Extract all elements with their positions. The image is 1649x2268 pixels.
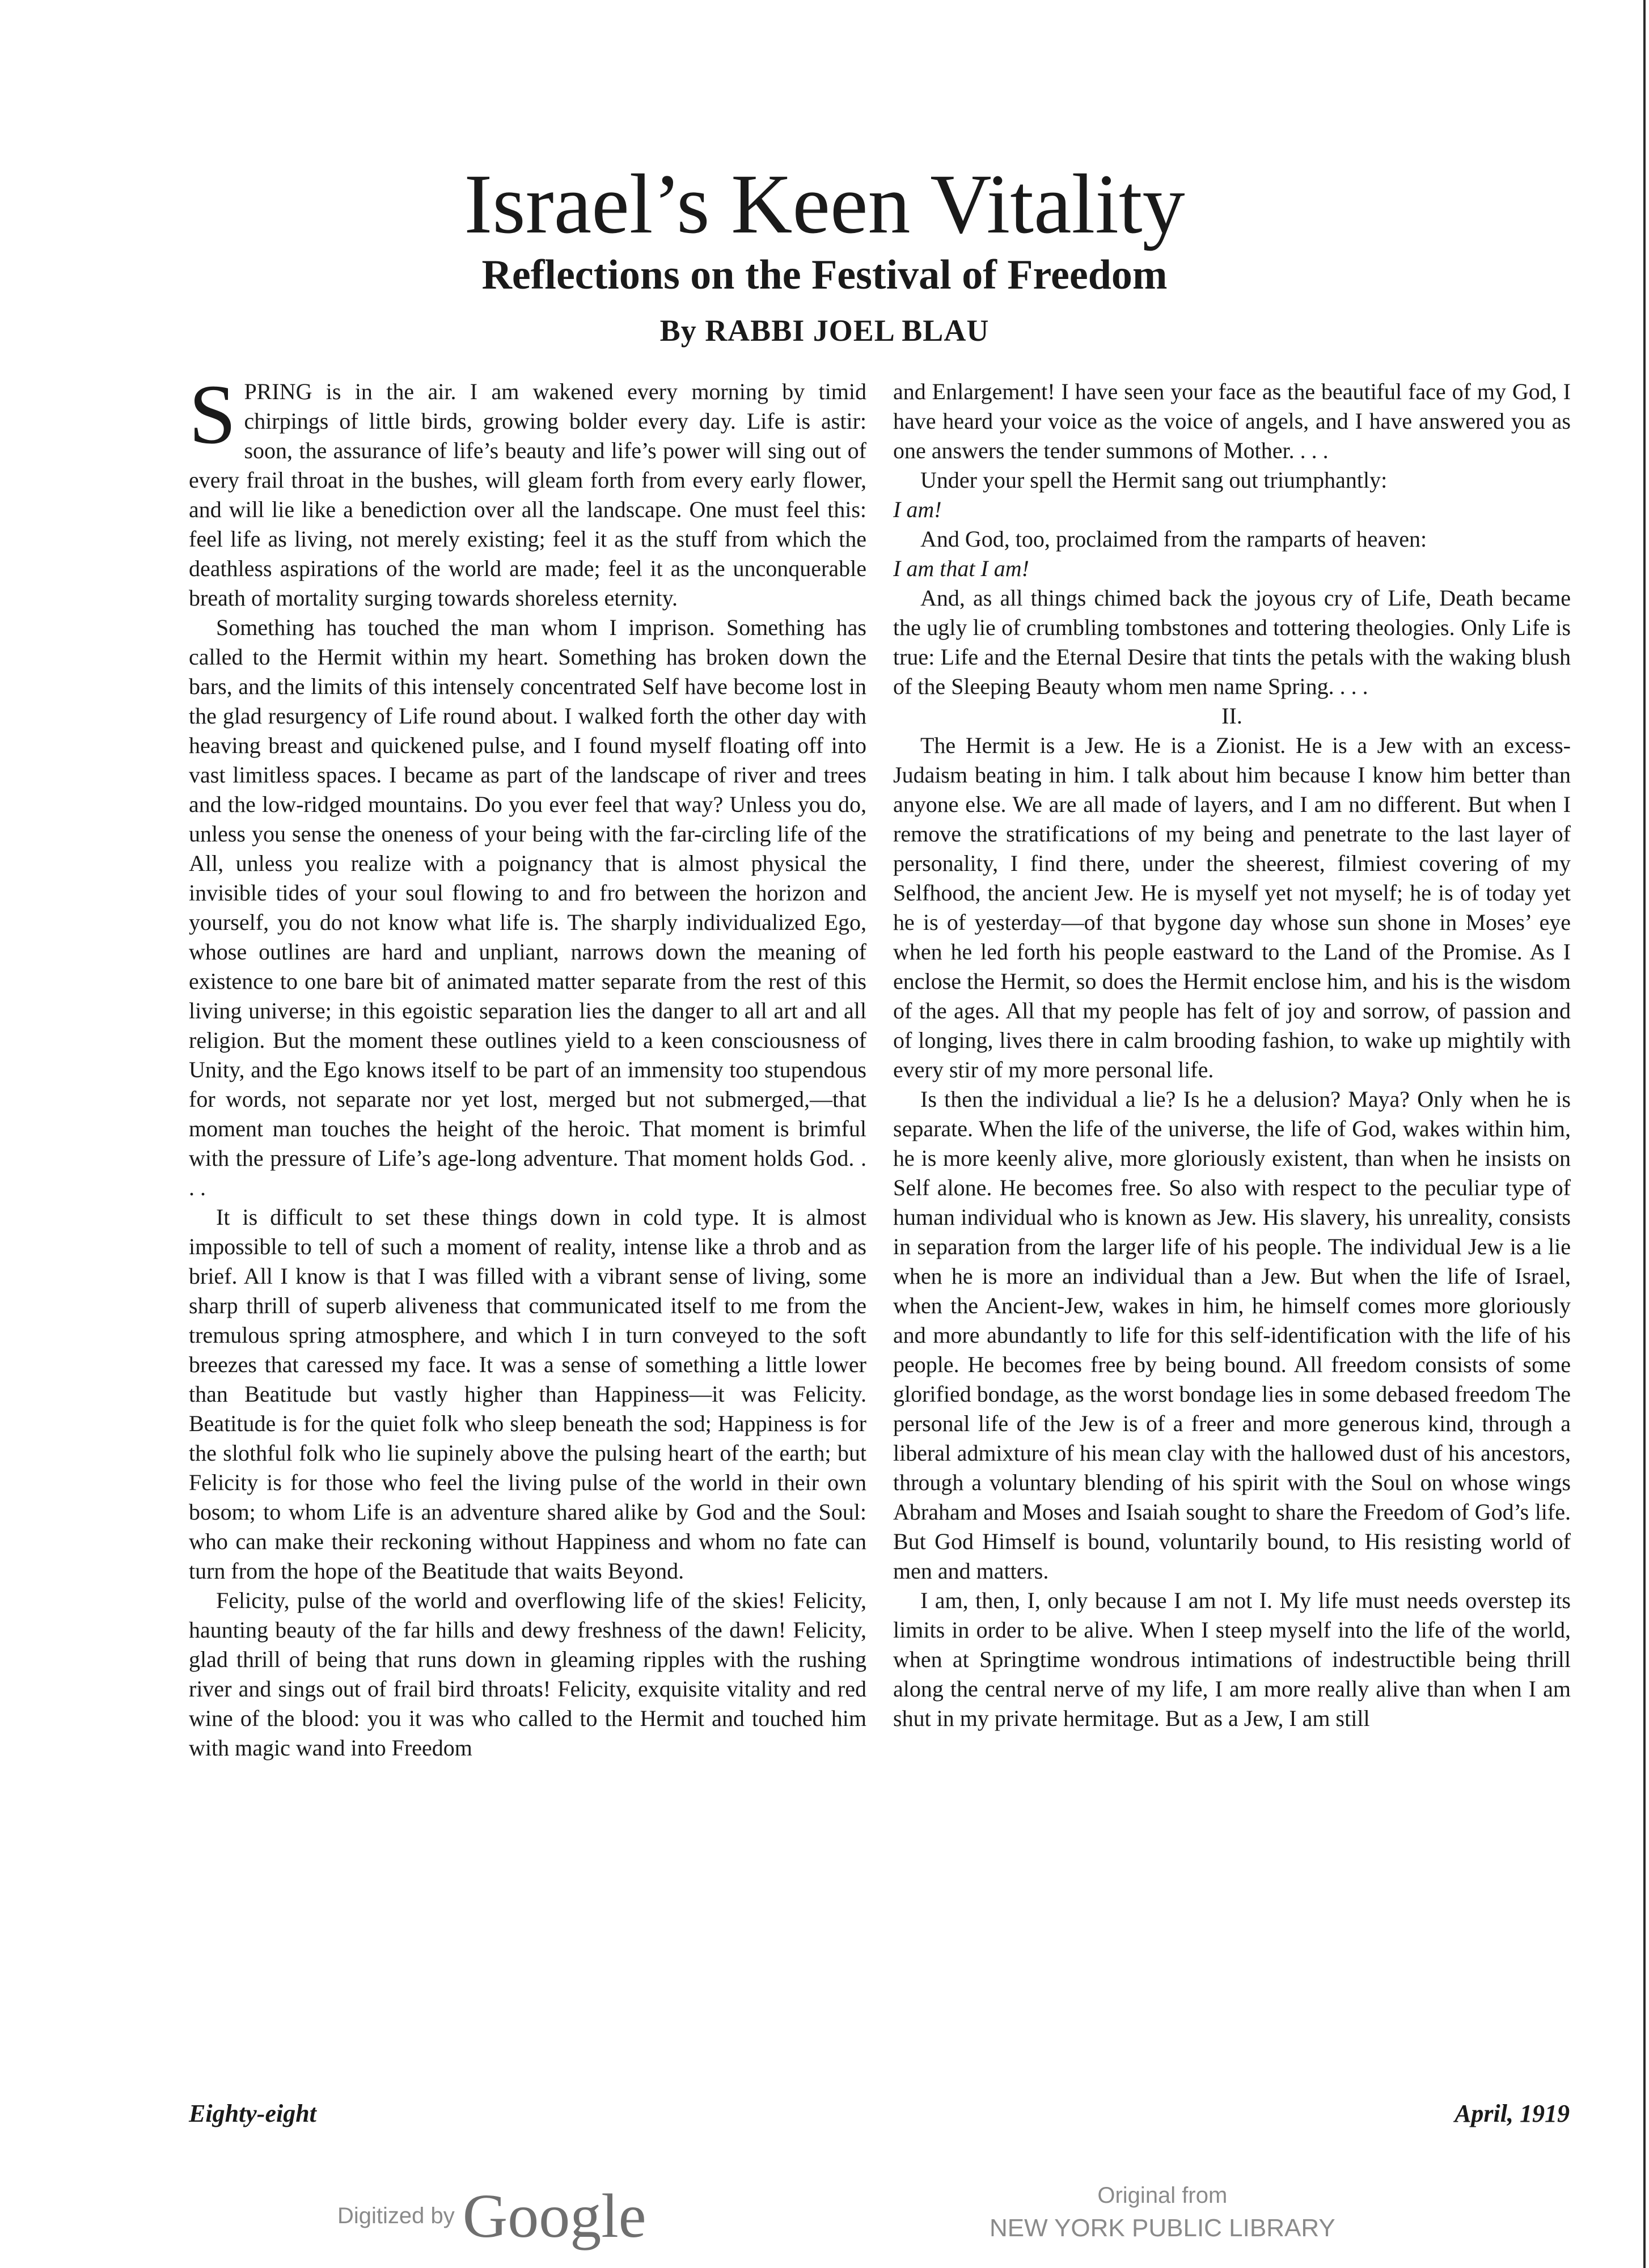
- paragraph: [189, 377, 866, 613]
- issue-date: April, 1919: [1454, 2100, 1570, 2127]
- drop-cap: S: [189, 377, 236, 462]
- paragraph: And, as all things chimed back the joyous cry of Life, Death became the ugly lie of crumbling tombstones and tottering theologies. Only Life is true: Life and the Eternal Desire that tints the petals with the waking blush of the Sleeping Beauty whom men name Spring. . . .: [893, 585, 1571, 699]
- italic-line: I am!: [893, 497, 942, 522]
- original-from-watermark: [990, 2183, 1335, 2242]
- library-name: NEW YORK PUBLIC LIBRARY: [990, 2214, 1335, 2242]
- paragraph: Under your spell the Hermit sang out triumphantly:: [920, 467, 1388, 493]
- digitized-by-watermark: [337, 2180, 646, 2252]
- italic-line: I am that I am!: [893, 556, 1029, 581]
- section-number: II.: [1221, 703, 1242, 729]
- digitized-by-text: Digitized by: [337, 2203, 455, 2228]
- article-title: Israel’s Keen Vitality: [464, 157, 1185, 251]
- right-column: [893, 377, 1571, 2075]
- google-logo: Google: [462, 2181, 646, 2250]
- paragraph: Felicity, pulse of the world and overflowing life of the skies! Felicity, haunting beauty of the far hills and dewy freshness of the dawn! Felicity, glad thrill of being that runs down in gleaming ripples with the rushing river and sings out of frail bird throats! Felicity, exquisite vitality and red wine of the blood: you it was who called to the Hermit and touched him with magic wand into Freedom: [189, 1588, 866, 1761]
- paragraph: It is difficult to set these things down in cold type. It is almost impossible to tell of such a moment of reality, intense like a throb and as brief. All I know is that I was filled with a vibrant sense of living, some sharp thrill of superb aliveness that communicated itself to me from the tremulous spring atmosphere, and which I in turn conveyed to the soft breezes that caressed my face. It was a sense of something a little lower than Beatitude but vastly higher than Happiness—it was Felicity. Beatitude is for the quiet folk who sleep beneath the sod; Happiness is for the slothful folk who lie supinely above the pulsing heart of the earth; but Felicity is for those who feel the living pulse of the world in their own bosom; to whom Life is an adventure shared alike by God and the Soul: who can make their reckoning without Happiness and whom no fate can turn from the hope of the Beatitude that waits Beyond.: [189, 1204, 866, 1584]
- paragraph: And God, too, proclaimed from the ramparts of heaven:: [920, 526, 1427, 552]
- paragraph: Is then the individual a lie? Is he a delusion? Maya? Only when he is separate. When the life of the universe, the life of God, wakes within him, he is more keenly alive, more gloriously existent, than when he insists on Self alone. He becomes free. So also with respect to the peculiar type of human individual who is known as Jew. His slavery, his unreality, consists in separation from the larger life of his people. The individual Jew is a lie when he is more an individual than a Jew. But when the life of Israel, when the Ancient-Jew, wakes in him, he himself comes more gloriously and more abundantly to life for this self-identification with the life of his people. He becomes free by being bound. All freedom consists of some glorified bondage, as the worst bondage lies in some debased freedom The personal life of the Jew is of a freer and more generous kind, through a liberal admixture of his mean clay with the hallowed dust of his ancestors, through a voluntary blending of his spirit with the Soul on whose wings Abraham and Moses and Isaiah sought to share the Freedom of God’s life. But God Himself is bound, voluntarily bound, to His resisting world of men and matters.: [893, 1086, 1571, 1584]
- paragraph: and Enlargement! I have seen your face as the beautiful face of my God, I have heard your voice as the voice of angels, and I have answered you as one answers the tender summons of Mother. . . .: [893, 379, 1571, 463]
- article-subtitle: Reflections on the Festival of Freedom: [481, 252, 1168, 298]
- paragraph: Something has touched the man whom I imprison. Something has called to the Hermit within my heart. Something has broken down the bars, and the limits of this intensely concentrated Self have become lost in the glad resurgency of Life round about. I walked forth the other day with heaving breast and quickened pulse, and I found myself floating off into vast limitless spaces. I became as part of the landscape of river and trees and the low-ridged mountains. Do you ever feel that way? Unless you do, unless you sense the oneness of your being with the far-circling life of the All, unless you realize with a poignancy that is almost physical the invisible tides of your soul flowing to and fro between the horizon and yourself, you do not know what life is. The sharply individualized Ego, whose outlines are hard and unpliant, narrows down the meaning of existence to one bare bit of animated matter separate from the rest of this living universe; in this egoistic separation lies the danger to all art and all religion. But the moment these outlines yield to a keen consciousness of Unity, and the Ego knows itself to be part of an immensity too stupendous for words, not separate nor yet lost, merged but not submerged,—that moment man touches the height of the heroic. That moment is brimful with the pressure of Life’s age-long adventure. That moment holds God. . . .: [189, 615, 866, 1200]
- page-edge-shadow: [1640, 0, 1649, 2268]
- left-column: [189, 377, 866, 2075]
- paragraph: I am, then, I, only because I am not I. My life must needs overstep its limits in order to be alive. When I steep myself into the life of the world, when at Springtime wondrous intimations of indestructible being thrill along the central nerve of my life, I am more really alive than when I am shut in my private hermitage. But as a Jew, I am still: [893, 1588, 1571, 1731]
- page-number-label: Eighty-eight: [189, 2100, 316, 2127]
- article-byline: By RABBI JOEL BLAU: [659, 314, 990, 348]
- paragraph: The Hermit is a Jew. He is a Zionist. He is a Jew with an excess-Judaism beating in him. I talk about him because I know him better than anyone else. We are all made of layers, and I am no different. But when I remove the stratifications of my being and penetrate to the last layer of personality, I find there, under the sheerest, filmiest covering of my Selfhood, the ancient Jew. He is myself yet not myself; he is of today yet he is of yesterday—of that bygone day whose sun shone in Moses’ eye when he led forth his people eastward to the Land of the Promise. As I enclose the Hermit, so does the Hermit enclose him, and his is the wisdom of the ages. All that my people has felt of joy and sorrow, of passion and of longing, lives there in calm brooding fashion, to wake up mightily with every stir of my more personal life.: [893, 733, 1571, 1082]
- paragraph-text: PRING is in the air. I am wakened every morning by timid chirpings of little birds, growing bolder every day. Life is astir: soon, the assurance of life’s beauty and life’s power will sing out of every frail throat in the bushes, will gleam forth from every early flower, and will lie like a benediction over all the landscape. One must feel this: feel life as living, not merely existing; feel it as the stuff from which the deathless aspirations of the world are made; feel it as the unconquerable breath of mortality surging towards shoreless eternity.: [189, 379, 866, 611]
- original-from-text: Original from: [1097, 2183, 1228, 2208]
